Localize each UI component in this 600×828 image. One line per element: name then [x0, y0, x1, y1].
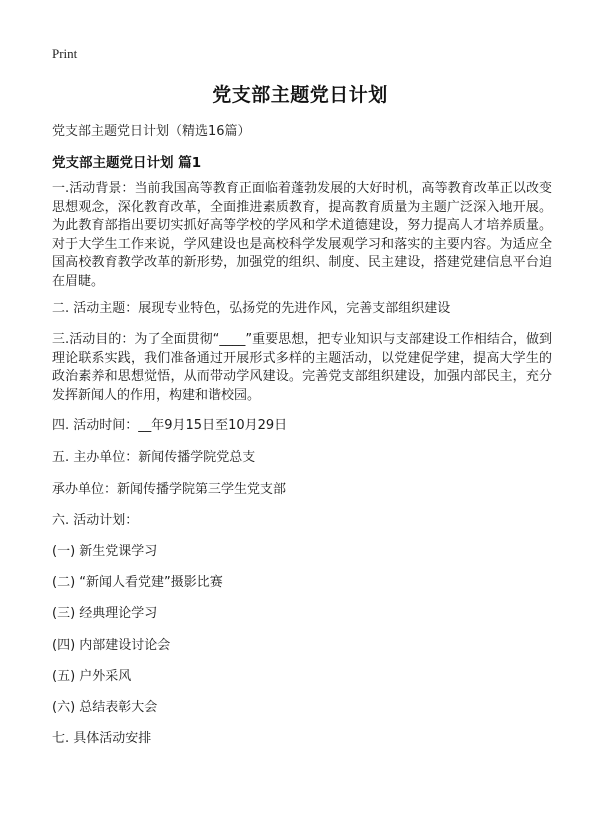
paragraph-purpose: 三.活动目的：为了全面贯彻“____”重要思想，把专业知识与支部建设工作相结合，做到理论联系实践，我们准备通过开展形式多样的主题活动，以党建促学建，提高大学生的政治素养和思想觉悟，从而带动学风建设。完善党支部组织建设，加强内部民主，充分发挥新闻人的作用，构建和谐校园。 — [52, 332, 552, 403]
plan-item: (五) 户外采风 — [52, 669, 132, 684]
page-title: 党支部主题党日计划 — [212, 84, 388, 106]
plan-item: (三) 经典理论学习 — [52, 606, 158, 621]
section-heading: 党支部主题党日计划 篇1 — [52, 155, 202, 171]
paragraph-background: 一.活动背景：当前我国高等教育正面临着蓬勃发展的大好时机，高等教育改革正以改变思想观念，深化教育改革，全面推进素质教育，提高教育质量为主题广泛深入地开展。为此教育部指出要切实抓好高等学校的学风和学术道德建设，努力提高人才培养质量。对于大学生工作来说，学风建设也是高校科学发展观学习和落实的主要内容。为适应全国高校教育教学改革的新形势，加强党的组织、制度、民主建设，搭建党建信息平台迫在眉睫。 — [52, 181, 552, 289]
print-link[interactable]: Print — [52, 46, 78, 61]
plan-item: (四) 内部建设讨论会 — [52, 638, 171, 653]
plan-item: (二) “新闻人看党建”摄影比赛 — [52, 575, 223, 590]
activity-time-line: 四. 活动时间：__年9月15日至10月29日 — [52, 418, 288, 433]
activity-plan-line: 六. 活动计划： — [52, 513, 139, 528]
co-organizer-line: 承办单位：新闻传播学院第三学生党支部 — [52, 482, 287, 497]
plan-item: (六) 总结表彰大会 — [52, 700, 158, 715]
plan-item: (一) 新生党课学习 — [52, 544, 158, 559]
paragraph-theme: 二. 活动主题：展现专业特色，弘扬党的先进作风，完善支部组织建设 — [52, 301, 451, 316]
schedule-heading-line: 七. 具体活动安排 — [52, 731, 152, 746]
organizer-line: 五. 主办单位：新闻传播学院党总支 — [52, 450, 256, 465]
document-subtitle: 党支部主题党日计划（精选16篇） — [52, 124, 251, 139]
